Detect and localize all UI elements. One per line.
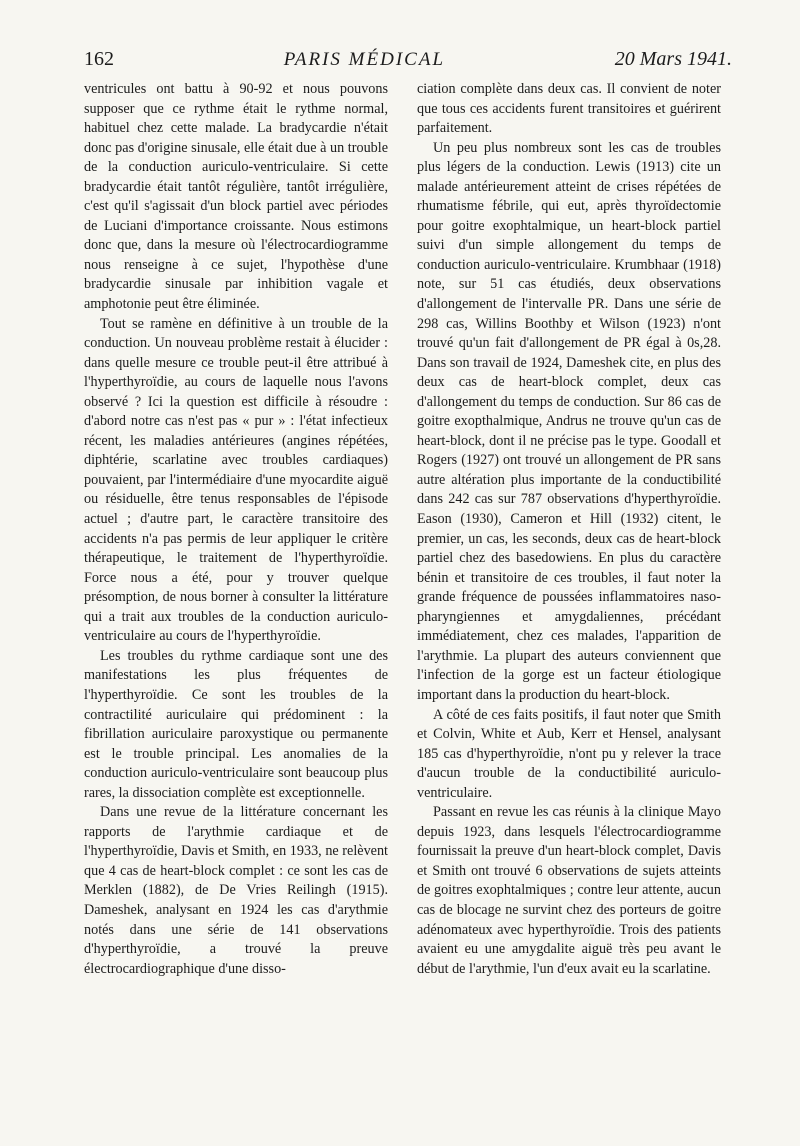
journal-title: PARIS MÉDICAL — [283, 49, 446, 70]
paragraph: Les troubles du rythme cardiaque sont une des manifestations les plus fréquentes de l'hyperthyroïdie. Ce sont les troubles de la contractilité auriculaire qui prédominent : la fibrillation auriculaire paroxystique ou permanente est le trouble principal. Les anomalies de la conduction auriculo-ventriculaire sont beaucoup plus rares, la dissociation complète est exceptionnelle. — [84, 647, 388, 801]
page-number: 162 — [84, 48, 114, 70]
paragraph: Dans une revue de la littérature concernant les rapports de l'arythmie cardiaque et de l'hyperthyroïdie, Davis et Smith, en 1933, ne relèvent que 4 cas de heart-block complet : ce sont les cas de Merklen (1882), de De Vries Reilingh (1915). Dameshek, analysant en 1924 les cas d'arythmie notés dans une série de 141 observations d'hyperthyroïdie, a trouvé la preuve électrocardiographique d'une disso- — [84, 804, 388, 977]
paragraph: Passant en revue les cas réunis à la clinique Mayo depuis 1923, dans lesquels l'électrocardiogramme fournissait la preuve d'un heart-block complet, Davis et Smith ont trouvé 6 observations de sujets atteints de goitres exophtalmiques ; contre leur attente, aucun cas de blocage ne survint chez des porteurs de goitre adénomateux avec hyperthyroïdie. Trois des patients avaient eu une amygdalite aiguë très peu avant le début de l'arythmie, l'un d'eux avait eu la scarlatine. — [417, 804, 721, 977]
paragraph: A côté de ces faits positifs, il faut noter que Smith et Colvin, White et Aub, Kerr et Hensel, analysant 185 cas d'hyperthyroïdie, n'ont pu y relever la trace d'aucun trouble de la conductibilité auriculo-ventriculaire. — [417, 706, 721, 801]
paragraph: Tout se ramène en définitive à un trouble de la conduction. Un nouveau problème restait à élucider : dans quelle mesure ce trouble peut-il être attribué à l'hyperthyroïdie, au cours de laquelle nous l'avons observé ? Ici la question est difficile à résoudre : d'abord notre cas n'est pas « pur » : l'état infectieux récent, les maladies antérieures (angines répétées, diphtérie, scarlatine avec troubles cardiaques) pouvaient, par l'intermédiaire d'une myocardite aiguë ou résiduelle, être tenus responsables de l'épisode actuel ; d'autre part, le caractère transitoire des accidents n'a pas permis de leur appliquer le critère thérapeutique, le traitement de l'hyperthyroïdie. Force nous a été, pour y trouver quelque présomption, de nous borner à consulter la littérature qui a trait aux troubles de la conduction auriculo-ventriculaire au cours de l'hyperthyroïdie. — [84, 315, 388, 645]
paragraph: ventricules ont battu à 90-92 et nous pouvons supposer que ce rythme était le rythme normal, habituel chez cette malade. La bradycardie n'était donc pas d'origine sinusale, elle était due à un trouble de la conduction auriculo-ventriculaire. Si cette bradycardie était tantôt régulière, tantôt irrégulière, c'est qu'il s'agissait d'un block partiel avec périodes de Luciani d'importance croissante. Nous estimons donc que, dans la mesure où l'électrocardiogramme nous renseigne à ce sujet, l'hypothèse d'une bradycardie sinusale par inhibition vagale et amphotonie peut être éliminée. — [84, 81, 388, 313]
issue-date: 20 Mars 1941. — [614, 48, 732, 70]
paragraph: Un peu plus nombreux sont les cas de troubles plus légers de la conduction. Lewis (1913) cite un malade antérieurement atteint de crises répétées de rhumatisme fébrile, qui eut, après thyroïdectomie pour goitre exophtalmique, un heart-block partiel suivi d'un simple allongement du temps de conduction auriculo-ventriculaire. Krumbhaar (1918) note, sur 51 cas étudiés, deux observations d'allongement de l'intervalle PR. Dans une série de 298 cas, Willins Boothby et Wilson (1923) n'ont trouvé qu'un fait d'allongement de PR égal à 0s,28. Dans son travail de 1924, Dameshek cite, en plus des deux cas de heart-block complet, deux cas d'allongement du temps de conduction. Sur 86 cas de goitre exopthalmique, Andrus ne trouve qu'un cas de heart-block, dont il ne précise pas le type. Goodall et Rogers (1927) ont trouvé un allongement de PR sans autre altération plus importante de la conductibilité dans 242 cas sur 787 observations d'hyperthyroïdie. Eason (1930), Cameron et Hill (1932) citent, le premier, un cas, les seconds, deux cas de heart-block partiel chez des basedowiens. En plus du caractère bénin et transitoire de ces troubles, il faut noter la grande fréquence de poussées inflammatoires naso-pharyngiennes et amygdaliennes, précédant immédiatement, chez ces malades, l'apparition de l'arythmie. La plupart des auteurs conviennent que l'infection de la gorge est un facteur étiologique important dans la production du heart-block. — [417, 139, 721, 703]
running-header — [84, 48, 732, 78]
paragraph: ciation complète dans deux cas. Il convient de noter que tous ces accidents furent transitoires et guérirent parfaitement. — [417, 81, 721, 137]
right-column — [417, 80, 721, 979]
left-column — [84, 80, 388, 979]
